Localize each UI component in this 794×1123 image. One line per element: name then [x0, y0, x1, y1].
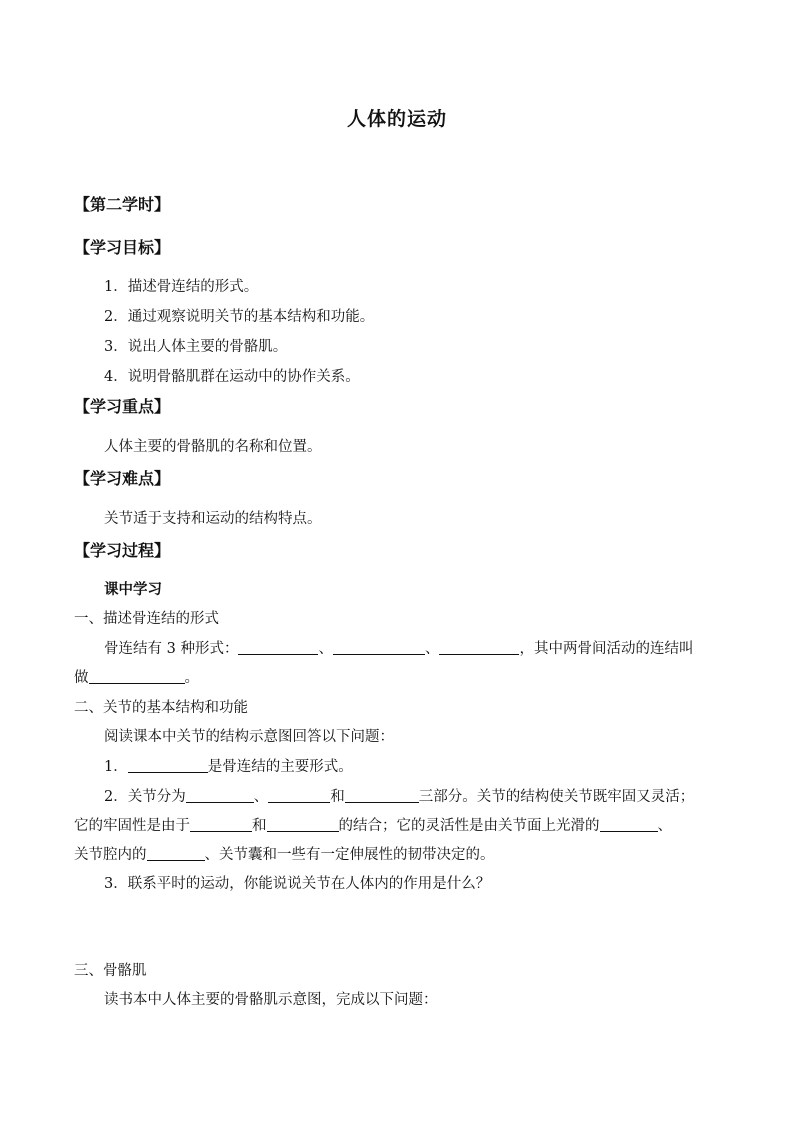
section2-question-1 [104, 755, 353, 776]
section1-sep1: 、 [318, 641, 333, 657]
section2-q2-h: 、 [657, 818, 672, 834]
section2-intro: 阅读课本中关节的结构示意图回答以下问题： [104, 729, 394, 745]
section2-q2-e: 它的牢固性是由于 [74, 818, 190, 834]
answer-blank-12[interactable] [147, 846, 205, 861]
key-point-text: 人体主要的骨骼肌的名称和位置。 [104, 439, 322, 455]
section2-question-2-cont2 [74, 843, 495, 864]
section1-q-part2: ，其中两骨间活动的连结叫 [519, 641, 694, 657]
section1-question-cont [74, 666, 199, 687]
heading-objectives: 【学习目标】 [74, 238, 171, 257]
section2-q2-f: 和 [252, 818, 267, 834]
section2-question-2 [104, 785, 694, 806]
answer-blank-3[interactable] [439, 640, 519, 655]
objective-item-3: 3．说出人体主要的骨骼肌。 [104, 339, 288, 355]
section2-title: 二、关节的基本结构和功能 [74, 700, 248, 716]
answer-blank-10[interactable] [267, 817, 339, 832]
page-title: 人体的运动 [346, 108, 447, 130]
section2-q1-text: 是骨连结的主要形式。 [207, 759, 353, 775]
process-subheading: 课中学习 [104, 581, 162, 598]
heading-key-points: 【学习重点】 [74, 397, 171, 416]
answer-blank-7[interactable] [268, 788, 330, 803]
heading-period: 【第二学时】 [74, 195, 171, 214]
section1-q-part1: 骨连结有 3 种形式： [104, 641, 239, 657]
heading-process: 【学习过程】 [74, 541, 171, 560]
answer-blank-1[interactable] [238, 640, 318, 655]
objective-item-1: 1．描述骨连结的形式。 [104, 279, 259, 295]
answer-blank-11[interactable] [600, 817, 658, 832]
section2-q2-c: 和 [330, 789, 345, 805]
section2-question-2-cont1 [74, 814, 672, 835]
answer-blank-5[interactable] [128, 758, 208, 773]
answer-blank-4[interactable] [89, 669, 185, 684]
section1-sep2: 、 [424, 641, 440, 657]
section2-q1-num: 1． [104, 759, 128, 775]
section1-question [104, 637, 693, 658]
section1-q-end: 。 [184, 670, 199, 686]
objective-item-2: 2．通过观察说明关节的基本结构和功能。 [104, 309, 375, 325]
section3-intro: 读书本中人体主要的骨骼肌示意图，完成以下问题： [104, 992, 438, 1008]
section2-q2-i: 关节腔内的 [74, 847, 147, 863]
section2-q2-j: 、关节囊和一些有一定伸展性的韧带决定的。 [204, 847, 495, 863]
difficulty-text: 关节适于支持和运动的结构特点。 [104, 511, 322, 527]
section2-question-3: 3．联系平时的运动，你能说说关节在人体内的作用是什么？ [104, 876, 491, 892]
answer-blank-8[interactable] [345, 788, 419, 803]
section1-title: 一、描述骨连结的形式 [74, 611, 219, 627]
section2-q2-g: 的结合；它的灵活性是由关节面上光滑的 [338, 818, 600, 834]
heading-difficulties: 【学习难点】 [74, 469, 171, 488]
section2-q2-b: 、 [253, 789, 269, 805]
objective-item-4: 4．说明骨骼肌群在运动中的协作关系。 [104, 369, 360, 385]
section2-q2-a: 2．关节分为 [104, 789, 186, 805]
answer-blank-2[interactable] [333, 640, 425, 655]
section3-title: 三、骨骼肌 [74, 963, 147, 979]
answer-blank-9[interactable] [190, 817, 252, 832]
answer-blank-6[interactable] [186, 788, 254, 803]
section1-q-part3: 做 [74, 670, 89, 686]
section2-q2-d: 三部分。关节的结构使关节既牢固又灵活； [418, 789, 695, 805]
